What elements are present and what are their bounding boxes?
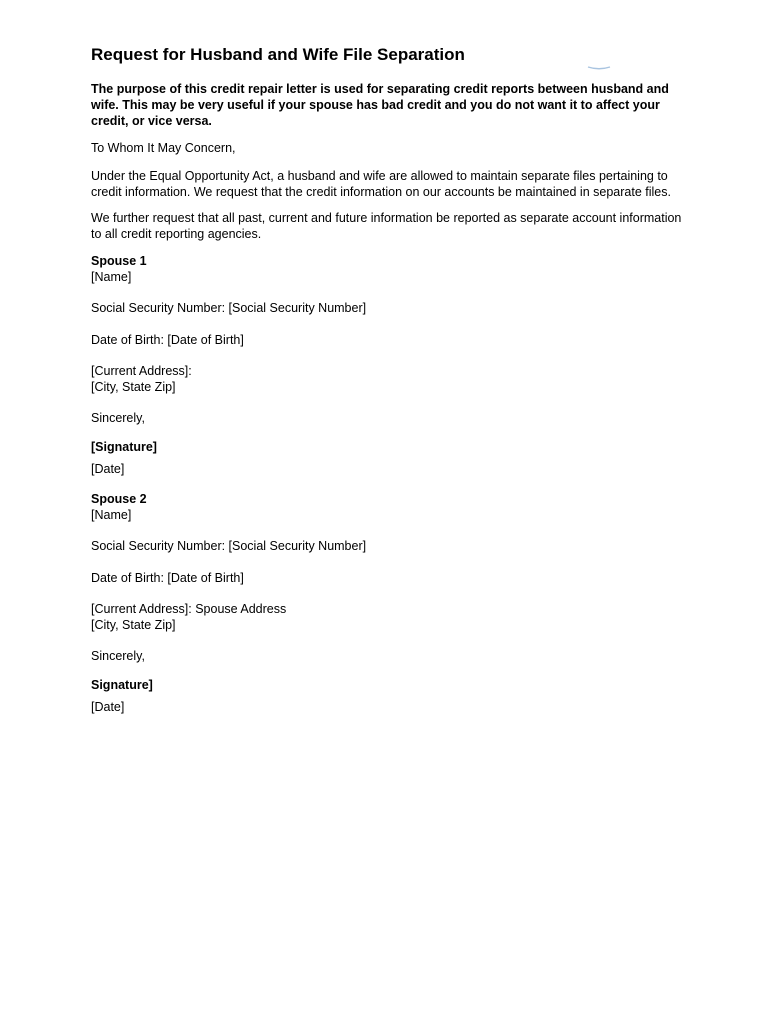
spouse-2-address: [Current Address]: Spouse Address (91, 602, 287, 616)
spouse-2-city-state-zip: [City, State Zip] (91, 618, 176, 632)
spouse-1-closing: Sincerely, (91, 411, 145, 425)
letter-content (91, 44, 691, 729)
spouse-1-date: [Date] (91, 462, 125, 476)
spouse-2-closing: Sincerely, (91, 649, 145, 663)
spouse-2-section (91, 491, 691, 715)
spouse-1-ssn: Social Security Number: [Social Security Number] (91, 301, 367, 315)
body-paragraph-1: Under the Equal Opportunity Act, a husband and wife are allowed to maintain separate files pertaining to credit information. We request that the credit information on our accounts be maintained in separate files. (91, 169, 671, 199)
salutation: To Whom It May Concern, (91, 141, 236, 155)
spouse-2-date: [Date] (91, 700, 125, 714)
spouse-2-ssn: Social Security Number: [Social Security Number] (91, 539, 367, 553)
spouse-1-dob: Date of Birth: [Date of Birth] (91, 333, 244, 347)
spouse-1-city-state-zip: [City, State Zip] (91, 380, 176, 394)
spouse-1-address: [Current Address]: (91, 364, 192, 378)
spouse-1-section (91, 253, 691, 477)
spouse-2-dob: Date of Birth: [Date of Birth] (91, 571, 244, 585)
spouse-2-heading: Spouse 2 (91, 492, 147, 506)
spouse-2-signature: Signature] (91, 678, 153, 692)
document-title: Request for Husband and Wife File Separation (91, 45, 465, 64)
spouse-1-name: [Name] (91, 270, 132, 284)
spouse-2-name: [Name] (91, 508, 132, 522)
spouse-1-signature: [Signature] (91, 440, 157, 454)
body-paragraph-2: We further request that all past, current and future information be reported as separate account information to all credit reporting agencies. (91, 211, 682, 241)
intro-paragraph: The purpose of this credit repair letter is used for separating credit reports between husband and wife. This may be very useful if your spouse has bad credit and you do not want it to affect your credit, or vice versa. (91, 82, 669, 128)
spouse-1-heading: Spouse 1 (91, 254, 147, 268)
